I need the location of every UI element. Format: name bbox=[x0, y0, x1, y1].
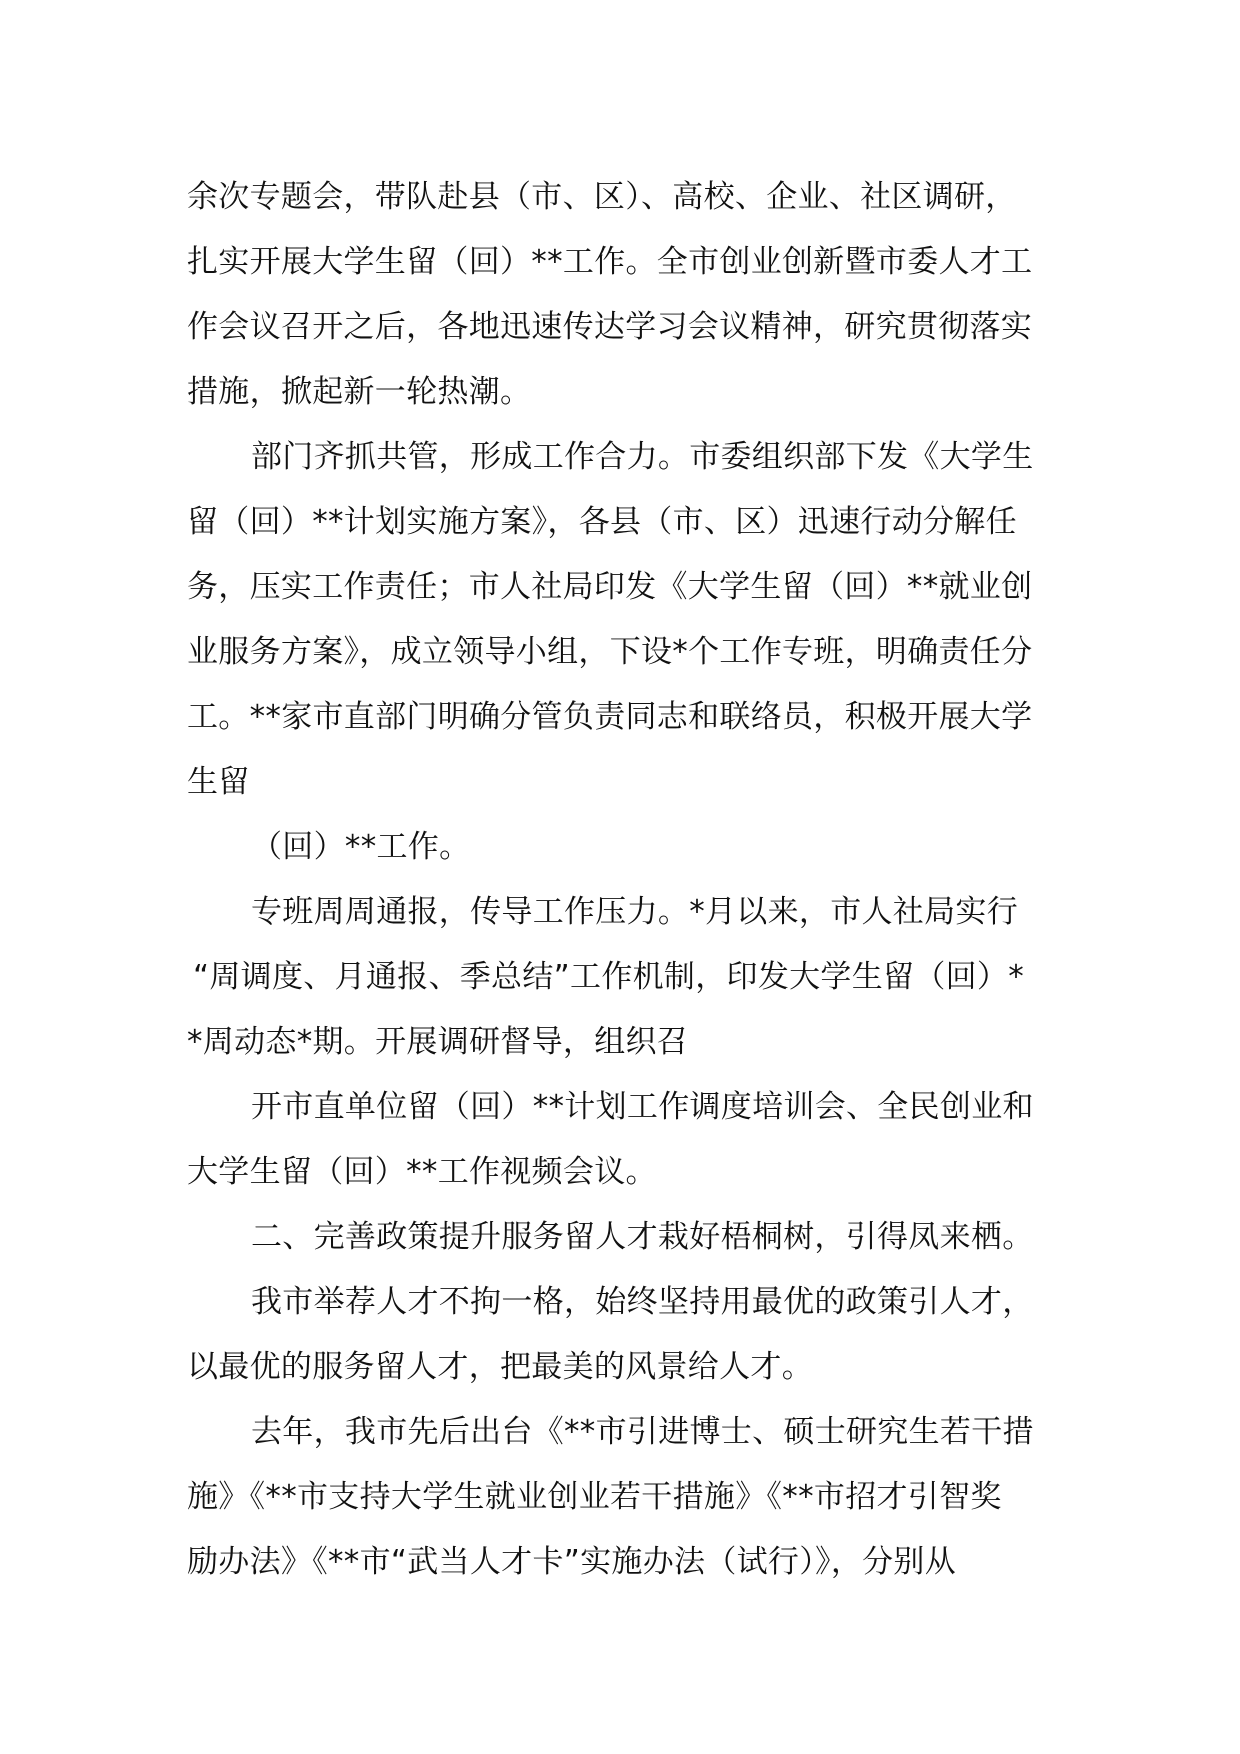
section-heading: 二、完善政策提升服务留人才栽好梧桐树，引得凤来栖。 bbox=[251, 1219, 1034, 1255]
text-line: 施》《**市支持大学生就业创业若干措施》《**市招才引智奖 bbox=[187, 1479, 1002, 1515]
text-line: （回）**工作。 bbox=[251, 829, 471, 865]
text-line: 余次专题会，带队赴县（市、区）、高校、企业、社区调研， bbox=[187, 179, 1017, 215]
text-line: 去年，我市先后出台《**市引进博士、硕士研究生若干措 bbox=[251, 1414, 1034, 1450]
text-line: 工。**家市直部门明确分管负责同志和联络员，积极开展大学 bbox=[187, 699, 1033, 735]
text-line: 专班周周通报，传导工作压力。*月以来，市人社局实行 bbox=[251, 894, 1018, 930]
text-line: 部门齐抓共管，形成工作合力。市委组织部下发《大学生 bbox=[251, 439, 1034, 475]
text-line: 措施，掀起新一轮热潮。 bbox=[187, 374, 532, 410]
text-line: 作会议召开之后，各地迅速传达学习会议精神，研究贯彻落实 bbox=[187, 309, 1033, 345]
text-line: *周动态*期。开展调研督导，组织召 bbox=[187, 1024, 689, 1060]
text-line: 扎实开展大学生留（回）**工作。全市创业创新暨市委人才工 bbox=[187, 244, 1033, 280]
text-line: 开市直单位留（回）**计划工作调度培训会、全民创业和 bbox=[251, 1089, 1034, 1125]
text-line: “周调度、月通报、季总结”工作机制，印发大学生留（回）* bbox=[193, 959, 1025, 995]
text-line: 留（回）**计划实施方案》，各县（市、区）迅速行动分解任 bbox=[187, 504, 1017, 540]
text-line: 大学生留（回）**工作视频会议。 bbox=[187, 1154, 657, 1190]
text-line: 务，压实工作责任；市人社局印发《大学生留（回）**就业创 bbox=[187, 569, 1033, 605]
text-line: 以最优的服务留人才，把最美的风景给人才。 bbox=[187, 1349, 813, 1385]
text-line: 业服务方案》，成立领导小组，下设*个工作专班，明确责任分 bbox=[187, 634, 1033, 670]
document-body bbox=[187, 165, 1057, 1595]
text-line: 生留 bbox=[187, 764, 250, 800]
text-line: 励办法》《**市“武当人才卡”实施办法（试行）》，分别从 bbox=[187, 1544, 957, 1580]
text-line: 我市举荐人才不拘一格，始终坚持用最优的政策引人才， bbox=[251, 1284, 1034, 1320]
